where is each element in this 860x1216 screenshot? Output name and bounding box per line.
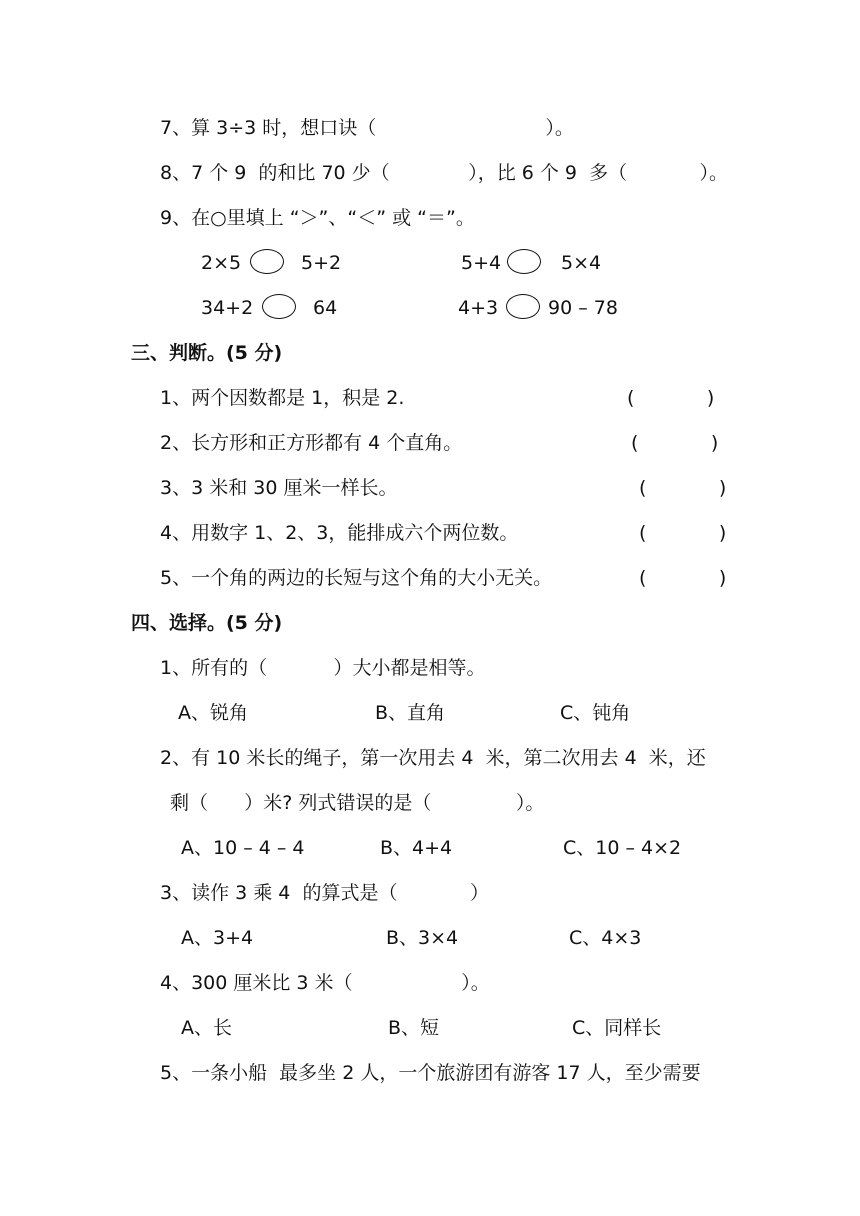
judge-answer-3[interactable]: ( ) (639, 477, 727, 499)
compare-b-right: 5×4 (561, 252, 602, 274)
choice-q2-option-b[interactable]: B、4+4 (380, 837, 453, 859)
compare-blank-a[interactable] (250, 249, 284, 274)
choice-q2-option-c[interactable]: C、10 – 4×2 (563, 837, 682, 859)
compare-d-left: 4+3 (458, 297, 499, 319)
compare-a-right: 5+2 (301, 252, 342, 274)
choice-q2-stem-line1: 2、有 10 米长的绳子，第一次用去 4 米，第二次用去 4 米，还 (160, 747, 706, 769)
compare-blank-b[interactable] (507, 249, 541, 274)
choice-q3-option-b[interactable]: B、3×4 (386, 927, 459, 949)
choice-q5-stem: 5、一条小船 最多坐 2 人，一个旅游团有游客 17 人，至少需要 (160, 1062, 701, 1084)
compare-blank-d[interactable] (506, 294, 540, 319)
compare-c-right: 64 (313, 297, 338, 319)
choice-q3-stem: 3、读作 3 乘 4 的算式是（ ） (160, 882, 489, 904)
judge-answer-1[interactable]: ( ) (627, 387, 715, 409)
choice-q2-option-a[interactable]: A、10 – 4 – 4 (181, 837, 305, 859)
question-9: 9、在○里填上 “＞”、“＜” 或 “＝”。 (160, 207, 475, 229)
judge-item-2: 2、长方形和正方形都有 4 个直角。 (160, 432, 463, 454)
compare-b-left: 5+4 (461, 252, 502, 274)
compare-a-left: 2×5 (201, 252, 242, 274)
choice-q2-stem-line2: 剩（ ）米? 列式错误的是（ ）。 (170, 792, 545, 814)
question-8: 8、7 个 9 的和比 70 少（ ），比 6 个 9 多（ ）。 (160, 162, 729, 184)
judge-answer-4[interactable]: ( ) (639, 522, 727, 544)
choice-q3-option-c[interactable]: C、4×3 (569, 927, 642, 949)
compare-blank-c[interactable] (262, 294, 296, 319)
compare-d-right: 90 – 78 (548, 297, 618, 319)
choice-q1-option-a[interactable]: A、锐角 (178, 702, 248, 724)
question-7: 7、算 3÷3 时，想口诀（ ）。 (160, 117, 574, 139)
section-3-title: 三、判断。(5 分) (131, 342, 283, 364)
choice-q1-stem: 1、所有的（ ）大小都是相等。 (160, 657, 486, 679)
judge-item-5: 5、一个角的两边的长短与这个角的大小无关。 (160, 567, 553, 589)
judge-item-1: 1、两个因数都是 1，积是 2. (160, 387, 405, 409)
choice-q4-option-c[interactable]: C、同样长 (572, 1017, 662, 1039)
choice-q1-option-b[interactable]: B、直角 (375, 702, 446, 724)
choice-q3-option-a[interactable]: A、3+4 (181, 927, 254, 949)
compare-c-left: 34+2 (201, 297, 254, 319)
judge-item-3: 3、3 米和 30 厘米一样长。 (160, 477, 398, 499)
choice-q4-option-b[interactable]: B、短 (388, 1017, 440, 1039)
judge-item-4: 4、用数字 1、2、3，能排成六个两位数。 (160, 522, 519, 544)
choice-q4-option-a[interactable]: A、长 (181, 1017, 232, 1039)
judge-answer-5[interactable]: ( ) (639, 567, 727, 589)
choice-q4-stem: 4、300 厘米比 3 米（ ）。 (160, 972, 490, 994)
judge-answer-2[interactable]: ( ) (631, 432, 719, 454)
section-4-title: 四、选择。(5 分) (131, 612, 283, 634)
choice-q1-option-c[interactable]: C、钝角 (560, 702, 631, 724)
